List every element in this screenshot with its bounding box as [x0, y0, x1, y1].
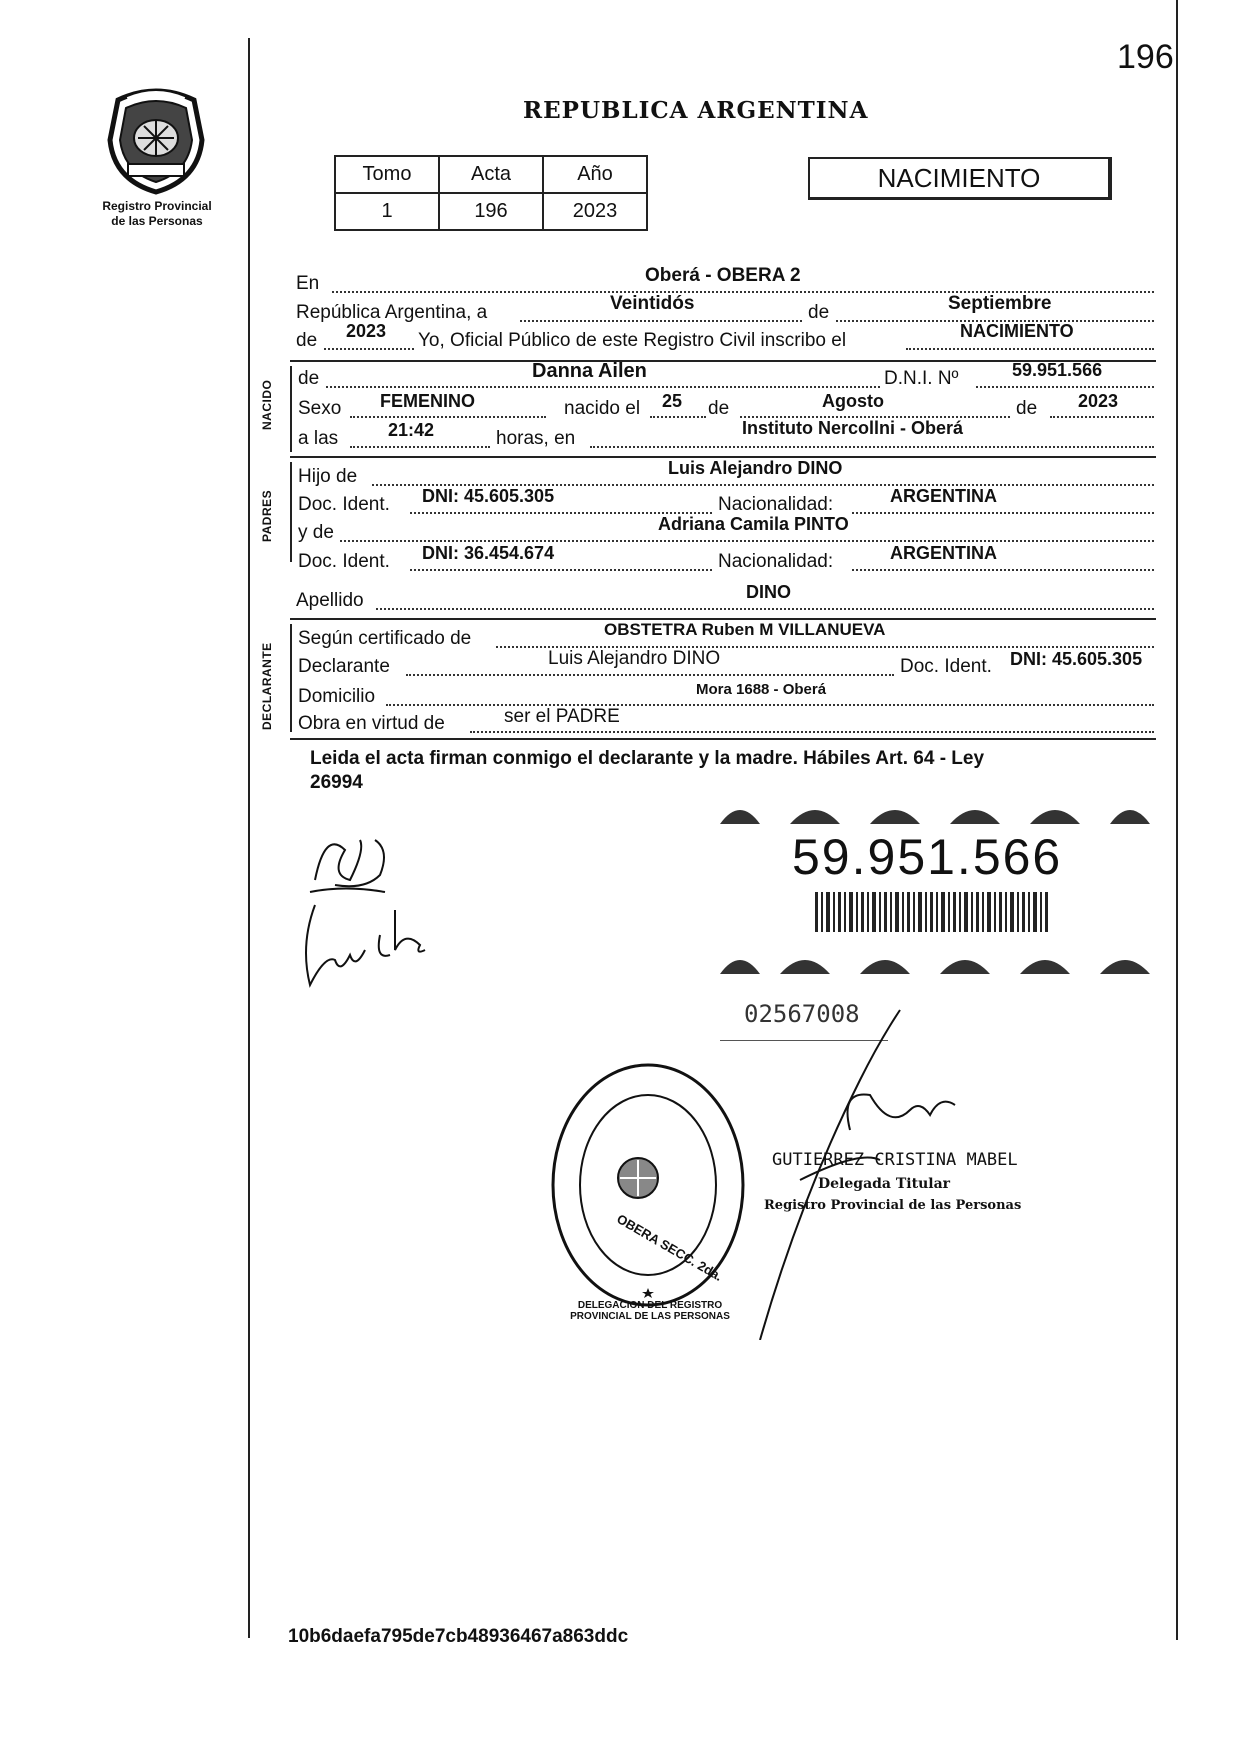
mother-name: Adriana Camila PINTO — [658, 514, 849, 534]
cert-label: Según certificado de — [298, 628, 472, 649]
sticker-serial: 02567008 — [744, 1000, 860, 1028]
child-name: Danna Ailen — [532, 360, 647, 382]
mother-nat-label: Nacionalidad: — [718, 551, 834, 572]
dni-dots — [976, 386, 1154, 388]
de-label-1: de — [808, 302, 830, 323]
republica-label: República Argentina, a — [296, 302, 488, 323]
stamp-ring-text: DELEGACION DEL REGISTRO PROVINCIAL DE LAS PERSONAS — [570, 1300, 730, 1322]
alas-label: a las — [298, 428, 339, 449]
hijo-label: Hijo de — [298, 466, 358, 487]
birth-de-label-2: de — [1016, 398, 1038, 419]
nacido-bracket — [290, 366, 292, 452]
province-seal-icon — [98, 80, 214, 196]
sexo-dots — [350, 416, 546, 418]
sexo-label: Sexo — [298, 398, 342, 419]
header-acta: Acta — [439, 156, 543, 193]
declarante-label: Declarante — [298, 656, 390, 677]
mother-nationality: ARGENTINA — [890, 543, 997, 563]
header-anio: Año — [543, 156, 647, 193]
stamp-inner-text: OBERA SECC. 2da. — [614, 1211, 726, 1284]
obra-dots — [470, 731, 1154, 733]
birth-day-dots — [650, 416, 706, 418]
header-tomo: Tomo — [335, 156, 439, 193]
birth-day: 25 — [662, 391, 683, 411]
day-dots — [520, 320, 802, 322]
closing-line-2: 26994 — [310, 772, 363, 793]
birth-year-dots — [1050, 416, 1154, 418]
declarante-value: Luis Alejandro DINO — [548, 648, 721, 669]
year-value: 2023 — [346, 321, 387, 341]
mother-dots — [340, 540, 1154, 542]
father-nat-dots — [852, 512, 1154, 514]
declarante-dots — [406, 674, 894, 676]
child-dni: 59.951.566 — [1012, 360, 1103, 380]
apellido-label: Apellido — [296, 590, 364, 611]
time-dots — [350, 446, 490, 448]
day-words: Veintidós — [610, 293, 695, 314]
right-margin-line — [1176, 0, 1178, 1640]
record-type-box: NACIMIENTO — [808, 157, 1112, 200]
nacido-el-label: nacido el — [564, 398, 641, 419]
declarante-doc-label: Doc. Ident. — [900, 656, 992, 677]
father-doc-label: Doc. Ident. — [298, 494, 390, 515]
father-name: Luis Alejandro DINO — [668, 458, 843, 478]
security-sticker — [720, 796, 1160, 976]
value-anio: 2023 — [543, 193, 647, 230]
declarante-bracket — [290, 624, 292, 732]
father-nat-label: Nacionalidad: — [718, 494, 834, 515]
registry-name-line2: de las Personas — [111, 214, 203, 228]
domicilio-dots — [386, 704, 1154, 706]
padres-bracket — [290, 462, 292, 562]
year-dots — [324, 348, 414, 350]
registry-name-line1: Registro Provincial — [102, 199, 212, 213]
obra-label: Obra en virtud de — [298, 713, 445, 734]
yde-label: y de — [298, 522, 334, 543]
apellido-value: DINO — [746, 582, 791, 602]
domicilio-label: Domicilio — [298, 686, 376, 707]
official-signature — [740, 1000, 1000, 1340]
closing-line-1: Leida el acta firman conmigo el declarante y la madre. Hábiles Art. 64 - Ley — [310, 748, 985, 769]
official-role: Delegada Titular — [818, 1176, 951, 1192]
birth-place-dots — [590, 446, 1154, 448]
birth-de-label: de — [708, 398, 730, 419]
sticker-number: 59.951.566 — [792, 829, 1063, 885]
de-label-2: de — [296, 330, 318, 351]
en-label: En — [296, 273, 320, 294]
name-dots — [326, 386, 880, 388]
month-value: Septiembre — [948, 293, 1052, 314]
mother-doc: DNI: 36.454.674 — [422, 543, 555, 563]
mother-nat-dots — [852, 569, 1154, 571]
padres-section-label: PADRES — [260, 489, 274, 542]
birth-place: Instituto Nercollni - Oberá — [742, 418, 964, 438]
father-doc: DNI: 45.605.305 — [422, 486, 555, 506]
official-institution: Registro Provincial de las Personas — [764, 1198, 1022, 1213]
page-number: 196 — [1117, 38, 1174, 76]
value-tomo: 1 — [335, 193, 439, 230]
apellido-dots — [376, 608, 1154, 610]
country-title: REPUBLICA ARGENTINA — [523, 97, 869, 124]
mother-signature — [295, 895, 435, 995]
event-dots — [906, 348, 1154, 350]
birth-month: Agosto — [822, 391, 884, 411]
horas-label: horas, en — [496, 428, 576, 449]
value-acta: 196 — [439, 193, 543, 230]
left-margin-line — [248, 38, 250, 1638]
declarante-section-label: DECLARANTE — [260, 642, 274, 730]
father-nationality: ARGENTINA — [890, 486, 997, 506]
document-hash: 10b6daefa795de7cb48936467a863ddc — [288, 1626, 629, 1647]
dni-label: D.N.I. Nº — [884, 368, 959, 389]
declarante-doc: DNI: 45.605.305 — [1010, 649, 1143, 669]
domicilio-value: Mora 1688 - Oberá — [696, 681, 827, 698]
divider-4 — [290, 738, 1156, 740]
certificate-value: OBSTETRA Ruben M VILLANUEVA — [604, 620, 886, 639]
nacido-de-label: de — [298, 368, 320, 389]
mother-doc-label: Doc. Ident. — [298, 551, 390, 572]
province-logo — [98, 80, 214, 196]
mother-doc-dots — [410, 569, 712, 571]
nacido-section-label: NACIDO — [260, 379, 274, 430]
birth-year: 2023 — [1078, 391, 1119, 411]
birth-time: 21:42 — [388, 420, 435, 440]
place-value: Oberá - OBERA 2 — [645, 265, 801, 286]
statement-text: Yo, Oficial Público de este Registro Civil inscribo el — [418, 330, 847, 351]
event-value: NACIMIENTO — [960, 321, 1074, 341]
obra-value: ser el PADRE — [504, 706, 620, 727]
official-name: GUTIERREZ CRISTINA MABEL — [772, 1150, 1018, 1170]
sexo-value: FEMENINO — [380, 391, 476, 411]
record-table — [334, 155, 648, 231]
